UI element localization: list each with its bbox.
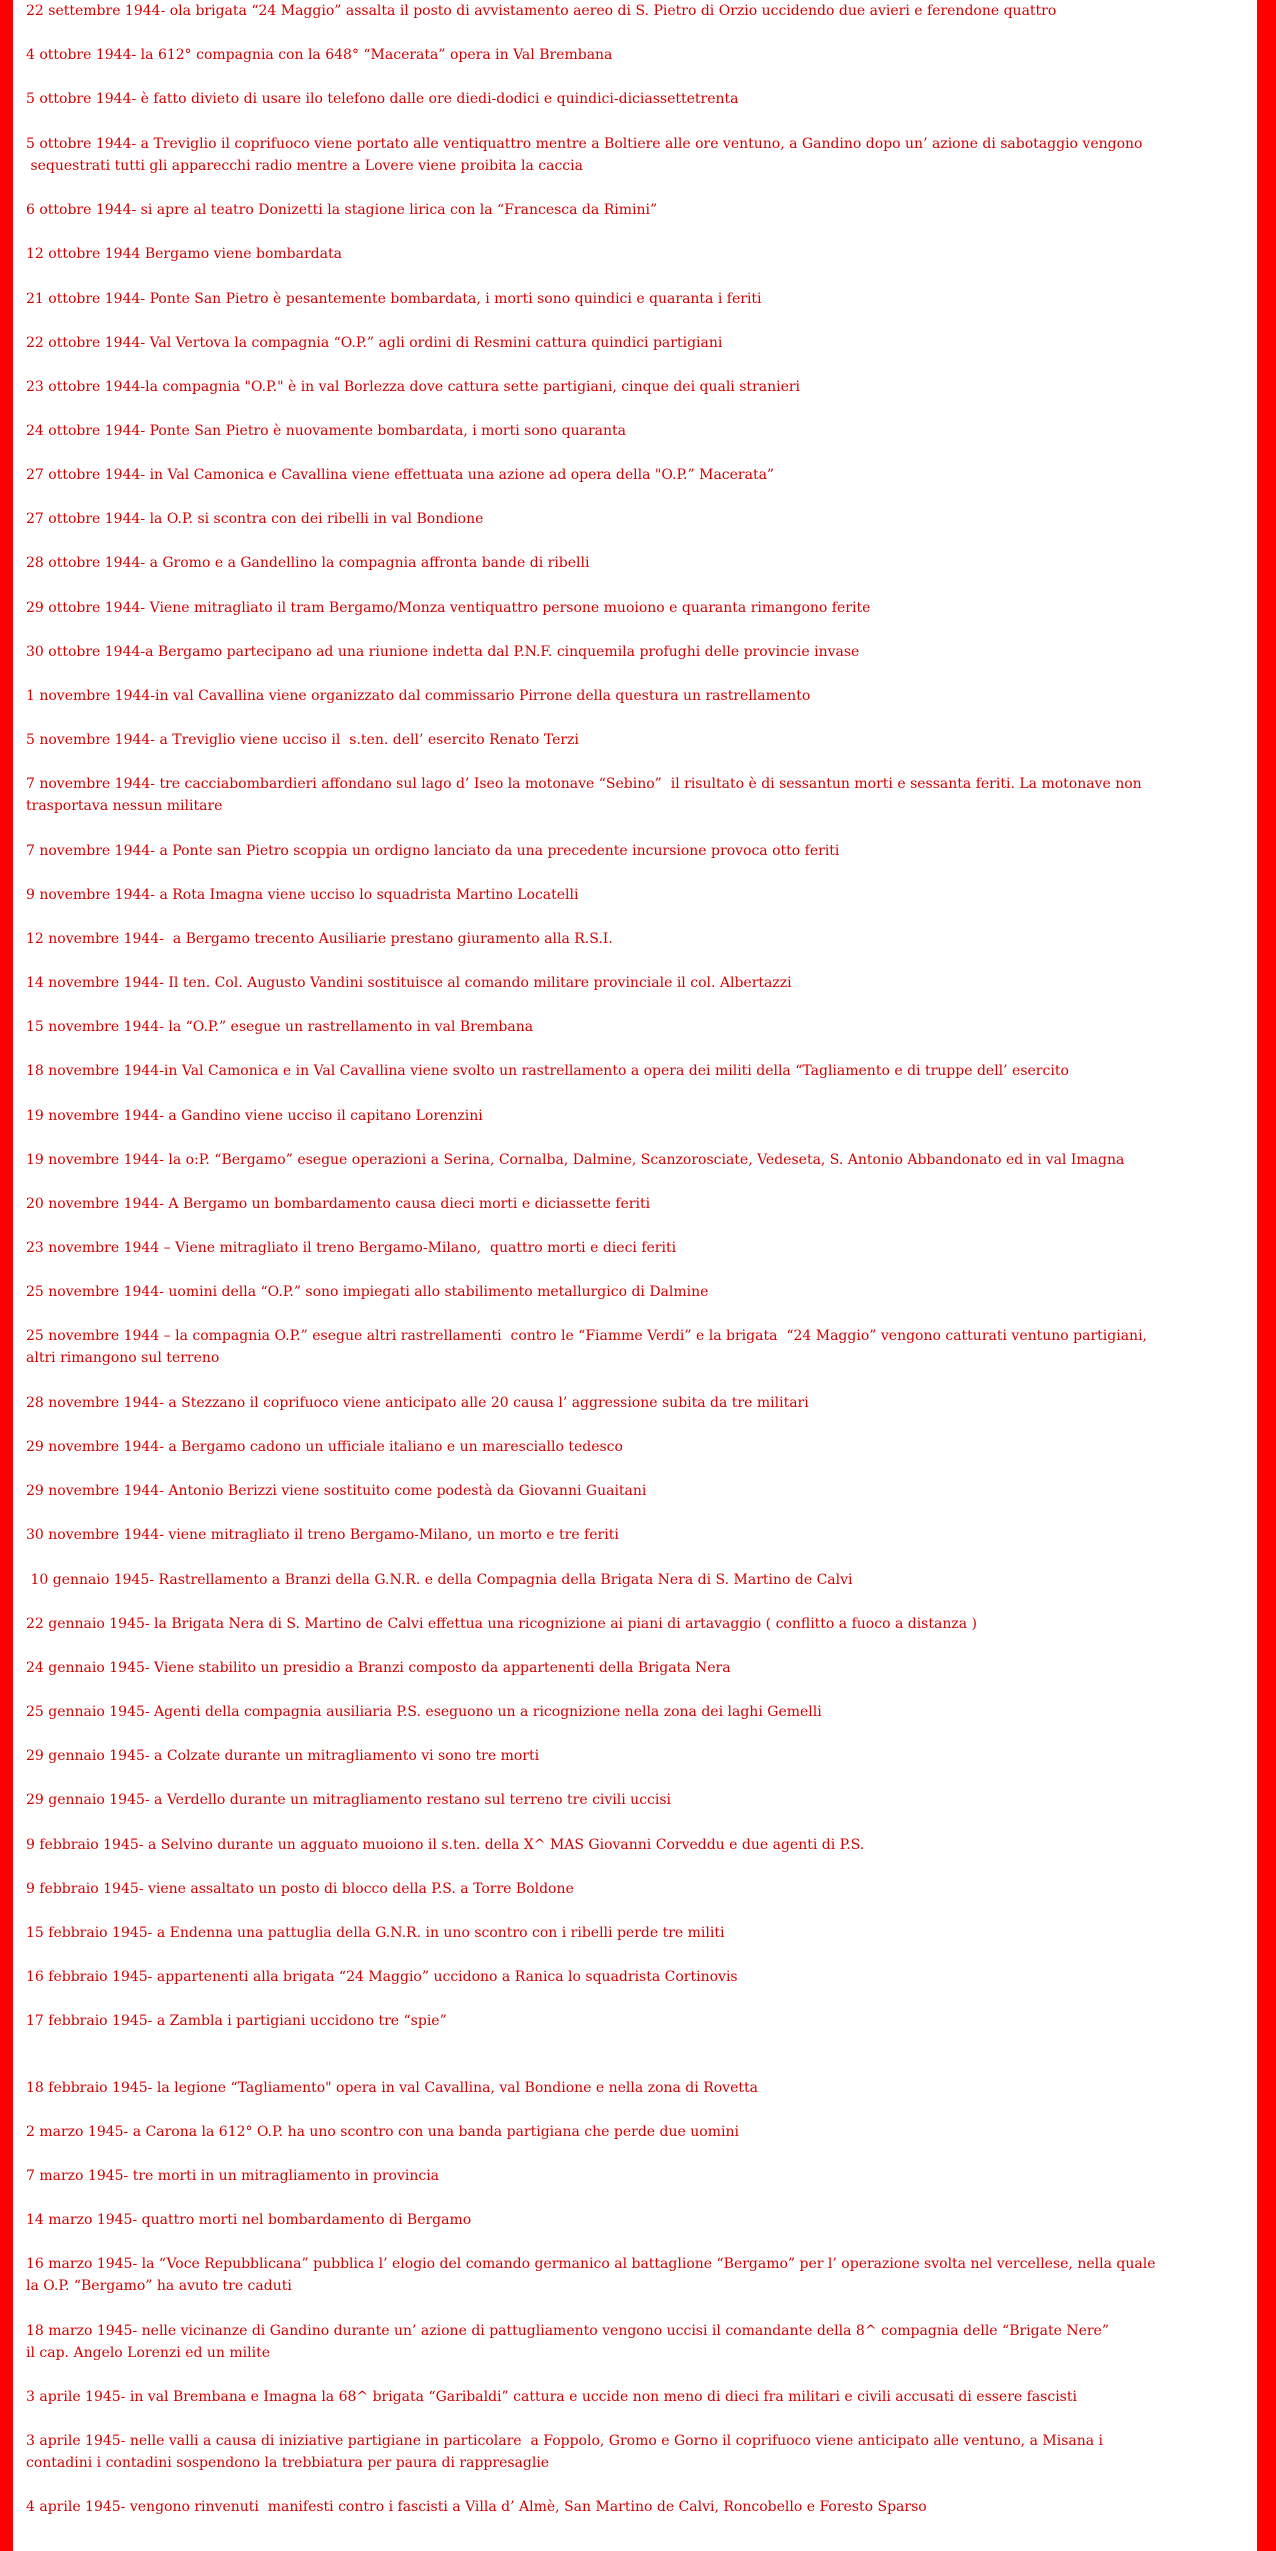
timeline-entry: 21 ottobre 1944- Ponte San Pietro è pesantemente bombardata, i morti sono quindici e quaranta i feriti: [26, 291, 762, 307]
timeline-entry: 5 ottobre 1944- a Treviglio il coprifuoco viene portato alle ventiquattro mentre a Boltiere alle ore ventuno, a Gandino dopo un’ azione di sabotaggio vengono sequestrati tutti gli apparecchi radio mentre a Lovere viene proibita la caccia: [26, 136, 1143, 174]
timeline-entry: 30 ottobre 1944-a Bergamo partecipano ad una riunione indetta dal P.N.F. cinquemila profughi delle provincie invase: [26, 644, 860, 660]
timeline-entry: 29 ottobre 1944- Viene mitragliato il tram Bergamo/Monza ventiquattro persone muoiono e quaranta rimangono ferite: [26, 600, 871, 616]
timeline-entry: 28 novembre 1944- a Stezzano il coprifuoco viene anticipato alle 20 causa l’ aggressione subita da tre militari: [26, 1395, 809, 1411]
left-red-border: [0, 0, 13, 2551]
timeline-entry: 17 febbraio 1945- a Zambla i partigiani uccidono tre “spie”: [26, 2013, 447, 2029]
timeline-entry: 23 ottobre 1944-la compagnia "O.P." è in val Borlezza dove cattura sette partigiani, cinque dei quali stranieri: [26, 379, 801, 395]
timeline-entry: 1 novembre 1944-in val Cavallina viene organizzato dal commissario Pirrone della questura un rastrellamento: [26, 688, 811, 704]
timeline-entry: 12 novembre 1944- a Bergamo trecento Ausiliarie prestano giuramento alla R.S.I.: [26, 931, 613, 947]
timeline-entry: 9 febbraio 1945- viene assaltato un posto di blocco della P.S. a Torre Boldone: [26, 1881, 574, 1897]
timeline-entry: 19 novembre 1944- a Gandino viene ucciso il capitano Lorenzini: [26, 1108, 483, 1124]
timeline-entry: 18 febbraio 1945- la legione “Tagliamento" opera in val Cavallina, val Bondione e nella zona di Rovetta: [26, 2080, 758, 2096]
timeline-entry: 24 ottobre 1944- Ponte San Pietro è nuovamente bombardata, i morti sono quaranta: [26, 423, 626, 439]
timeline-entry: 3 aprile 1945- in val Brembana e Imagna la 68^ brigata “Garibaldi” cattura e uccide non meno di dieci fra militari e civili accusati di essere fascisti: [26, 2389, 1077, 2405]
timeline-entry: 25 novembre 1944 – la compagnia O.P.” esegue altri rastrellamenti contro le “Fiamme Verdi” e la brigata “24 Maggio” vengono catturati ventuno partigiani, altri rimangono sul terreno: [26, 1328, 1147, 1366]
timeline-entry: 14 marzo 1945- quattro morti nel bombardamento di Bergamo: [26, 2212, 472, 2228]
timeline-entry: 9 novembre 1944- a Rota Imagna viene ucciso lo squadrista Martino Locatelli: [26, 887, 579, 903]
timeline-entry: 4 aprile 1945- vengono rinvenuti manifesti contro i fascisti a Villa d’ Almè, San Martino de Calvi, Roncobello e Foresto Sparso: [26, 2499, 927, 2515]
timeline-entry: 9 febbraio 1945- a Selvino durante un agguato muoiono il s.ten. della X^ MAS Giovanni Corveddu e due agenti di P.S.: [26, 1837, 865, 1853]
timeline-entry: 29 novembre 1944- a Bergamo cadono un ufficiale italiano e un maresciallo tedesco: [26, 1439, 623, 1455]
timeline-entry: 29 gennaio 1945- a Colzate durante un mitragliamento vi sono tre morti: [26, 1748, 540, 1764]
timeline-entry: 5 novembre 1944- a Treviglio viene ucciso il s.ten. dell’ esercito Renato Terzi: [26, 732, 579, 748]
timeline-entry: 4 ottobre 1944- la 612° compagnia con la 648° “Macerata” opera in Val Brembana: [26, 47, 613, 63]
timeline-entry: 10 gennaio 1945- Rastrellamento a Branzi della G.N.R. e della Compagnia della Brigata Nera di S. Martino de Calvi: [26, 1572, 853, 1588]
timeline-entry: 7 novembre 1944- a Ponte san Pietro scoppia un ordigno lanciato da una precedente incursione provoca otto feriti: [26, 843, 840, 859]
timeline-entry: 12 ottobre 1944 Bergamo viene bombardata: [26, 246, 342, 262]
timeline-entry: 22 settembre 1944- ola brigata “24 Maggio” assalta il posto di avvistamento aereo di S. Pietro di Orzio uccidendo due avieri e ferendone quattro: [26, 3, 1057, 19]
timeline-entry: 23 novembre 1944 – Viene mitragliato il treno Bergamo-Milano, quattro morti e dieci feriti: [26, 1240, 677, 1256]
timeline-entry: 19 novembre 1944- la o:P. “Bergamo” esegue operazioni a Serina, Cornalba, Dalmine, Scanzorosciate, Vedeseta, S. Antonio Abbandonato ed in val Imagna: [26, 1152, 1125, 1168]
timeline-entry: 29 gennaio 1945- a Verdello durante un mitragliamento restano sul terreno tre civili uccisi: [26, 1792, 672, 1808]
timeline-entry: 16 marzo 1945- la “Voce Repubblicana” pubblica l’ elogio del comando germanico al battaglione “Bergamo” per l’ operazione svolta nel vercellese, nella quale la O.P. “Bergamo” ha avuto tre caduti: [26, 2256, 1156, 2294]
timeline-entry: 2 marzo 1945- a Carona la 612° O.P. ha uno scontro con una banda partigiana che perde due uomini: [26, 2124, 739, 2140]
timeline-entry: 24 gennaio 1945- Viene stabilito un presidio a Branzi composto da appartenenti della Brigata Nera: [26, 1660, 731, 1676]
timeline-entry: 27 ottobre 1944- in Val Camonica e Cavallina viene effettuata una azione ad opera della "O.P.” Macerata”: [26, 467, 775, 483]
timeline-entry: 18 marzo 1945- nelle vicinanze di Gandino durante un’ azione di pattugliamento vengono uccisi il comandante della 8^ compagnia delle “Brigate Nere” il cap. Angelo Lorenzi ed un milite: [26, 2323, 1109, 2361]
timeline-entry: 22 gennaio 1945- la Brigata Nera di S. Martino de Calvi effettua una ricognizione ai piani di artavaggio ( conflitto a fuoco a distanza ): [26, 1616, 977, 1632]
timeline-entry: 15 novembre 1944- la “O.P.” esegue un rastrellamento in val Brembana: [26, 1019, 534, 1035]
timeline-entry: 25 gennaio 1945- Agenti della compagnia ausiliaria P.S. eseguono un a ricognizione nella zona dei laghi Gemelli: [26, 1704, 822, 1720]
timeline-entry: 27 ottobre 1944- la O.P. si scontra con dei ribelli in val Bondione: [26, 511, 484, 527]
right-red-border: [1257, 0, 1276, 2551]
timeline-entry: 15 febbraio 1945- a Endenna una pattuglia della G.N.R. in uno scontro con i ribelli perde tre militi: [26, 1925, 725, 1941]
timeline-entry: 29 novembre 1944- Antonio Berizzi viene sostituito come podestà da Giovanni Guaitani: [26, 1483, 647, 1499]
timeline-entry: 18 novembre 1944-in Val Camonica e in Val Cavallina viene svolto un rastrellamento a opera dei militi della “Tagliamento e di truppe dell’ esercito: [26, 1063, 1069, 1079]
timeline-entry: 14 novembre 1944- Il ten. Col. Augusto Vandini sostituisce al comando militare provinciale il col. Albertazzi: [26, 975, 792, 991]
timeline-entry: 7 marzo 1945- tre morti in un mitragliamento in provincia: [26, 2168, 440, 2184]
timeline-entry: 22 ottobre 1944- Val Vertova la compagnia “O.P.” agli ordini di Resmini cattura quindici partigiani: [26, 335, 723, 351]
timeline-entry: 7 novembre 1944- tre cacciabombardieri affondano sul lago d’ Iseo la motonave “Sebino” il risultato è di sessantun morti e sessanta feriti. La motonave non trasportava nessun militare: [26, 776, 1142, 814]
timeline-entry: 25 novembre 1944- uomini della “O.P.” sono impiegati allo stabilimento metallurgico di Dalmine: [26, 1284, 709, 1300]
timeline-entry: 28 ottobre 1944- a Gromo e a Gandellino la compagnia affronta bande di ribelli: [26, 555, 590, 571]
timeline-entry: 5 ottobre 1944- è fatto divieto di usare ilo telefono dalle ore diedi-dodici e quindici-diciassettetrenta: [26, 91, 739, 107]
timeline-entry: 16 febbraio 1945- appartenenti alla brigata “24 Maggio” uccidono a Ranica lo squadrista Cortinovis: [26, 1969, 738, 1985]
timeline-entry: 30 novembre 1944- viene mitragliato il treno Bergamo-Milano, un morto e tre feriti: [26, 1527, 619, 1543]
timeline-entry: 3 aprile 1945- nelle valli a causa di iniziative partigiane in particolare a Foppolo, Gromo e Gorno il coprifuoco viene anticipato alle ventuno, a Misana i contadini i contadini sospendono la trebbiatura per paura di rappresaglie: [26, 2433, 1104, 2471]
timeline-entry: 6 ottobre 1944- si apre al teatro Donizetti la stagione lirica con la “Francesca da Rimini”: [26, 202, 658, 218]
timeline-entry: 20 novembre 1944- A Bergamo un bombardamento causa dieci morti e diciassette feriti: [26, 1196, 651, 1212]
